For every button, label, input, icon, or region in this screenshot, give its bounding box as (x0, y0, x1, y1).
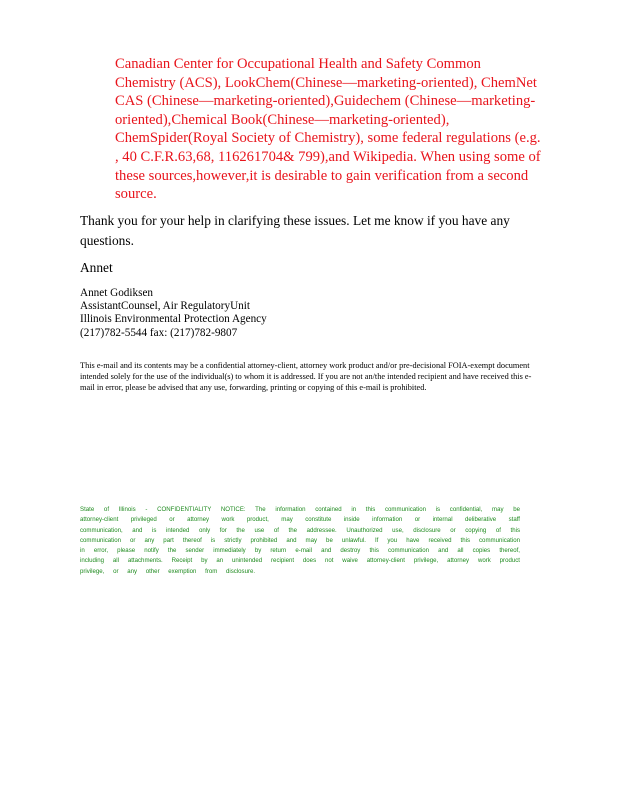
signature-agency: Illinois Environmental Protection Agency (80, 313, 267, 326)
state-confidentiality-notice: State of Illinois - CONFIDENTIALITY NOTICE: The information contained in this communication is confidential, may be attorney-client privileged or attorney work product, may constitute inside information or internal deliberative staff communication, and is intended only for the use of the addressee. Unauthorized use, disclosure or copying of this communication or any part thereof is strictly prohibited and may be unlawful. If you have received this communication in error, please notify the sender immediately by return e-mail and destroy this communication and all copies thereof, including all attachments. Receipt by an unintended recipient does not waive attorney-client privilege, attorney work product privilege, or any other exemption from disclosure. (80, 506, 520, 575)
greeting: Annet (80, 260, 113, 275)
confidentiality-notice: This e-mail and its contents may be a confidential attorney-client, attorney work product and/or pre-decisional FOIA-exempt document intended solely for the use of the individual(s) to whom it is addressed. If you are not an/the intended recipient and have received this e-mail in error, please be advised that any use, forwarding, printing or copying of this e-mail is prohibited. (80, 361, 532, 393)
signature-block (80, 287, 267, 340)
signature-title: AssistantCounsel, Air RegulatoryUnit (80, 300, 250, 313)
thanks-paragraph: Thank you for your help in clarifying these issues. Let me know if you have any questions. (80, 213, 510, 248)
sources-paragraph-text: Canadian Center for Occupational Health and Safety Common Chemistry (ACS), LookChem(Chinese—marketing-oriented), ChemNet CAS (Chinese—marketing-oriented),Guidechem (Chinese—marketing-oriented),Chemical Book(Chinese—marketing-oriented), ChemSpider(Royal Society of Chemistry), some federal regulations (e.g. , 40 C.F.R.63,68, 116261704& 799),and Wikipedia. When using some of these sources,however,it is desirable to gain verification from a second source. (115, 56, 541, 203)
signature-name: Annet Godiksen (80, 287, 154, 299)
sources-paragraph (115, 55, 545, 204)
signature-phone-fax: (217)782-5544 fax: (217)782-9807 (80, 326, 238, 339)
